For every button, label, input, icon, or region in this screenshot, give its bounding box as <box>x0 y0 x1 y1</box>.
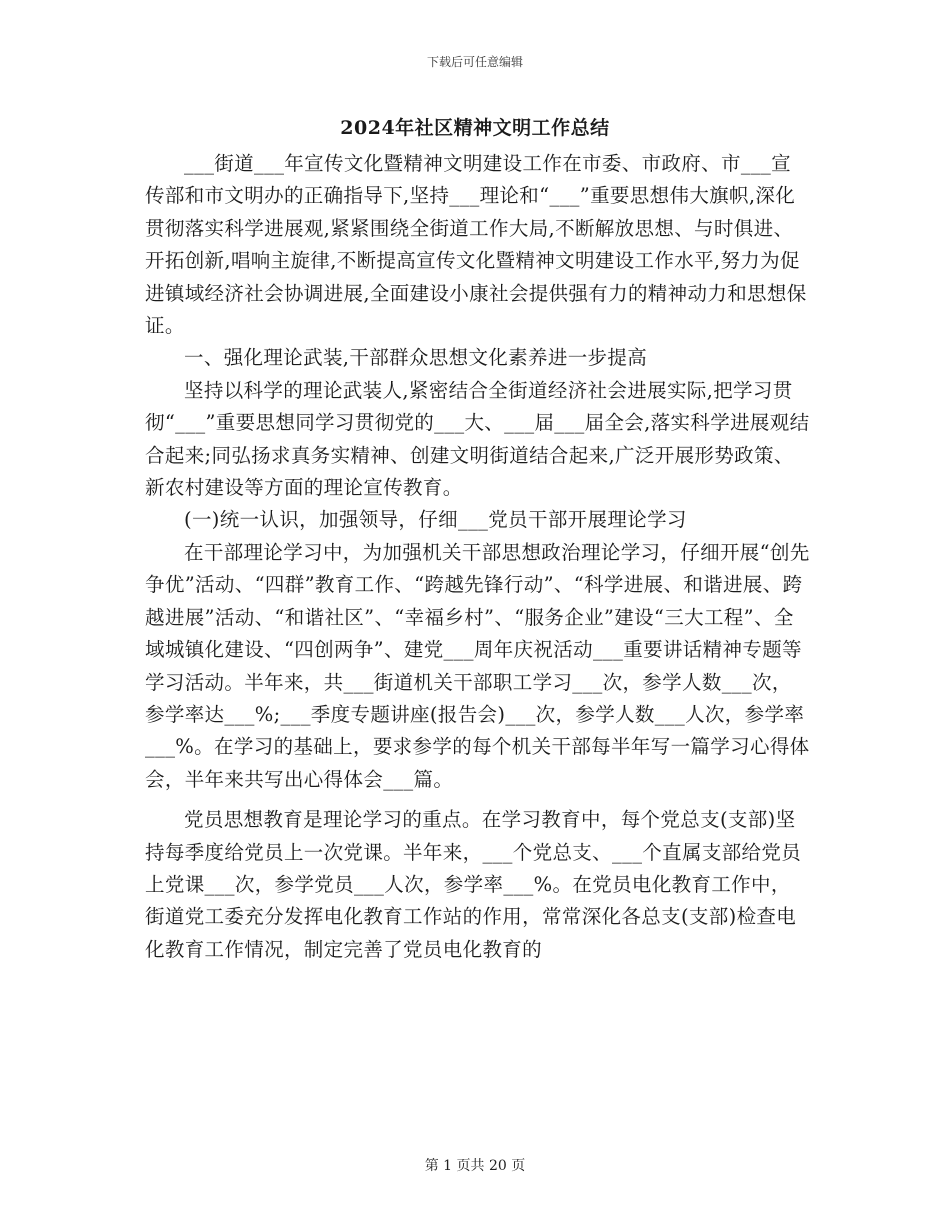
paragraph-party-education: 党员思想教育是理论学习的重点。在学习教育中，每个党总支(支部)坚持每季度给党员上一次党课。半年来，___个党总支、___个直属支部给党员上党课___次，参学党员___人次，参学率___%。在党员电化教育工作中，街道党工委充分发挥电化教育工作站的作用，常常深化各总支(支部)检查电化教育工作情况，制定完善了党员电化教育的 <box>145 808 802 961</box>
paragraph-cadre-study: 在干部理论学习中，为加强机关干部思想政治理论学习，仔细开展“创先争优”活动、“四群”教育工作、“跨越先锋行动”、“科学进展、和谐进展、跨越进展”活动、“和谐社区”、“幸福乡村”、“服务企业”建设“三大工程”、全域城镇化建设、“四创两争”、建党___周年庆祝活动___重要讲话精神专题等学习活动。半年来，共___街道机关干部职工学习___次，参学人数___次，参学率达___%;___季度专题讲座(报告会)___次，参学人数___人次，参学率___%。在学习的基础上，要求参学的每个机关干部每半年写一篇学习心得体会，半年来共写出心得体会___篇。 <box>145 540 810 791</box>
paragraph-theory: 坚持以科学的理论武装人,紧密结合全街道经济社会进展实际,把学习贯彻“___”重要思想同学习贯彻党的___大、___届___届全会,落实科学进展观结合起来;同弘扬求真务实精神、创建文明街道结合起来,广泛开展形势政策、新农村建设等方面的理论宣传教育。 <box>145 378 810 500</box>
subsection-heading-1: (一)统一认识，加强领导，仔细___党员干部开展理论学习 <box>184 508 687 532</box>
paragraph-spacer <box>145 796 810 804</box>
document-body <box>145 148 810 966</box>
document-title: 2024年社区精神文明工作总结 <box>340 117 610 139</box>
paragraph-intro: ___街道___年宣传文化暨精神文明建设工作在市委、市政府、市___宣传部和市文明办的正确指导下,坚持___理论和“___”重要思想伟大旗帜,深化贯彻落实科学进展观,紧紧围绕全街道工作大局,不断解放思想、与时俱进、开拓创新,唱响主旋律,不断提高宣传文化暨精神文明建设工作水平,努力为促进镇域经济社会协调进展,全面建设小康社会提供强有力的精神动力和思想保证。 <box>145 152 807 338</box>
section-heading-1: 一、强化理论武装,干部群众思想文化素养进一步提高 <box>184 346 648 370</box>
page-header-note: 下载后可任意编辑 <box>426 55 523 69</box>
page-number: 第 1 页共 20 页 <box>424 1158 526 1174</box>
